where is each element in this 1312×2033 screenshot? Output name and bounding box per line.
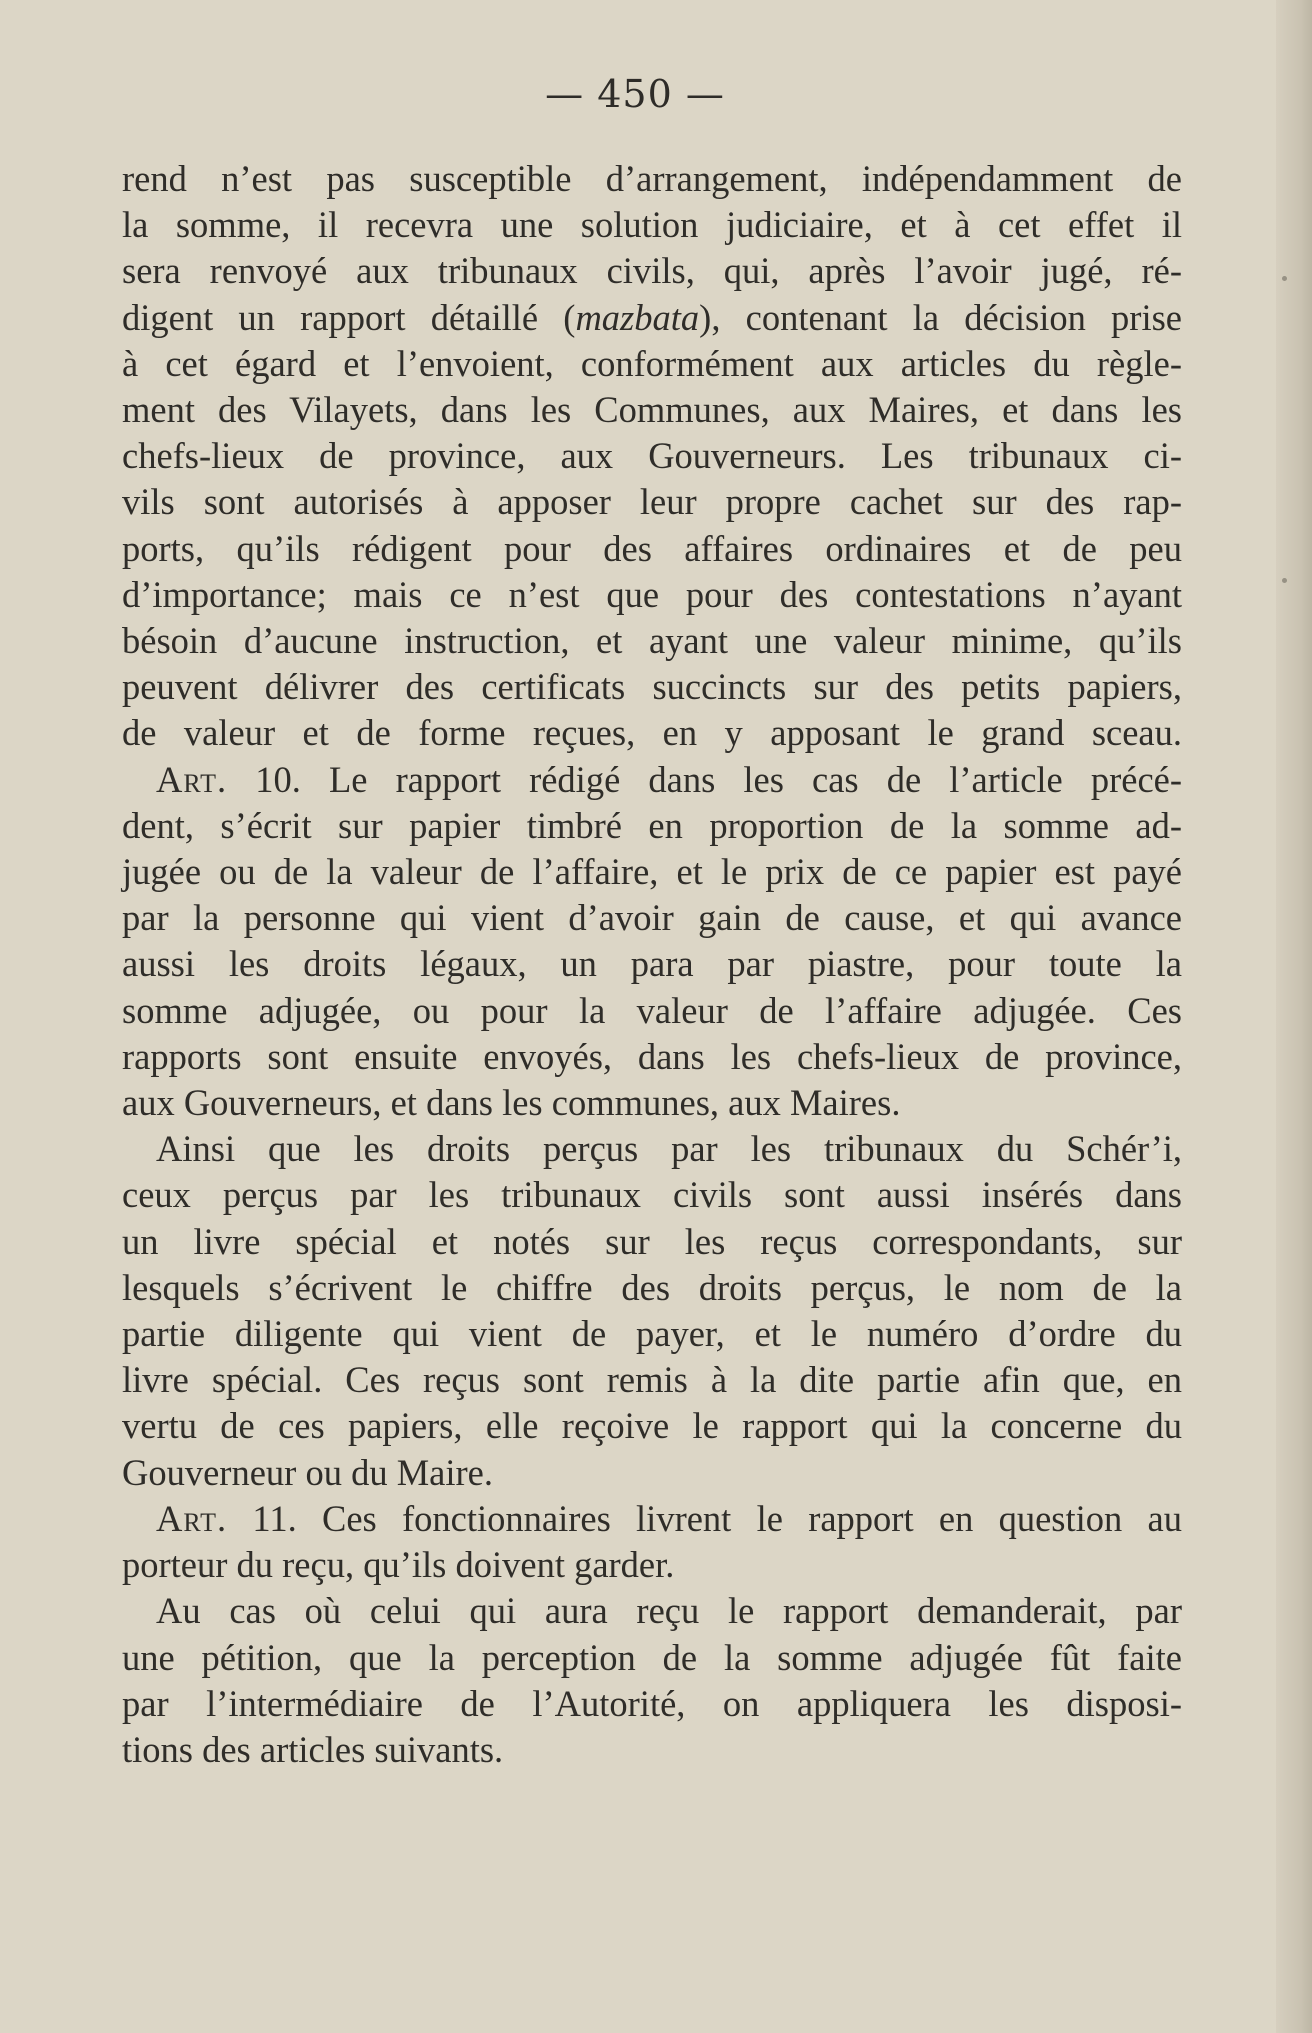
text-line: sera renvoyé aux tribunaux civils, qui, après l’avoir jugé, ré- <box>122 250 1182 292</box>
article-first-line <box>122 1496 1182 1542</box>
article-number: 10. <box>227 758 301 800</box>
text-line: d’importance; mais ce n’est que pour des contestations n’ayant <box>122 573 1182 615</box>
text-line: rend n’est pas susceptible d’arrangement, indépendamment de <box>122 158 1182 199</box>
page-number-header: — 450 — <box>545 72 725 116</box>
text-line: Gouverneur ou du Maire. <box>122 1451 493 1493</box>
text-line: de valeur et de forme reçues, en y apposant le grand sceau. <box>122 712 1182 754</box>
paragraph-art-10 <box>122 757 1182 1127</box>
line-part: ), contenant la décision prise <box>699 296 1183 338</box>
paper-speck <box>1282 578 1287 583</box>
text-line: ports, qu’ils rédigent pour des affaires ordinaires et de peu <box>122 527 1182 569</box>
text-line: aux Gouverneurs, et dans les communes, aux Maires. <box>122 1082 901 1124</box>
text-line: jugée ou de la valeur de l’affaire, et le prix de ce papier est payé <box>122 851 1182 893</box>
text-line: vertu de ces papiers, elle reçoive le rapport qui la concerne du <box>122 1405 1182 1447</box>
text-line: partie diligente qui vient de payer, et le numéro d’ordre du <box>122 1313 1182 1355</box>
text-line: Ainsi que les droits perçus par les tribunaux du Schér’i, <box>156 1128 1182 1170</box>
text-line: tions des articles suivants. <box>122 1728 504 1770</box>
text-line: dent, s’écrit sur papier timbré en proportion de la somme ad- <box>122 804 1182 846</box>
page-body <box>122 156 1182 1773</box>
paragraph-1 <box>122 156 1182 757</box>
text-line: à cet égard et l’envoient, conformément aux articles du règle- <box>122 342 1182 384</box>
paragraph-3 <box>122 1126 1182 1496</box>
text-line: par l’intermédiaire de l’Autorité, on appliquera les disposi- <box>122 1682 1182 1724</box>
paragraph-art-11 <box>122 1496 1182 1588</box>
text-line: rapports sont ensuite envoyés, dans les chefs-lieux de province, <box>122 1035 1182 1077</box>
text-line: la somme, il recevra une solution judiciaire, et à cet effet il <box>122 204 1182 246</box>
text-line-with-italic <box>122 295 1182 341</box>
text-line: porteur du reçu, qu’ils doivent garder. <box>122 1544 675 1586</box>
text-line: une pétition, que la perception de la somme adjugée fût faite <box>122 1636 1182 1678</box>
text-line: vils sont autorisés à apposer leur propre cachet sur des rap- <box>122 481 1182 523</box>
line-part: digent un rapport détaillé ( <box>122 296 576 338</box>
paper-speck <box>1282 276 1287 281</box>
text-line: peuvent délivrer des certificats succincts sur des petits papiers, <box>122 666 1182 708</box>
text-line: ceux perçus par les tribunaux civils sont aussi insérés dans <box>122 1174 1182 1216</box>
article-first-line <box>122 757 1182 803</box>
line-part: Ces fonctionnaires livrent le rapport en question au <box>296 1497 1182 1539</box>
italic-term: mazbata <box>575 296 700 338</box>
text-line: un livre spécial et notés sur les reçus correspondants, sur <box>122 1220 1182 1262</box>
line-part: Le rapport rédigé dans les cas de l’article précé- <box>300 758 1182 800</box>
text-line: par la personne qui vient d’avoir gain de cause, et qui avance <box>122 897 1182 939</box>
text-line: ment des Vilayets, dans les Communes, aux Maires, et dans les <box>122 389 1182 431</box>
text-line: aussi les droits légaux, un para par piastre, pour toute la <box>122 943 1182 985</box>
text-line: bésoin d’aucune instruction, et ayant une valeur minime, qu’ils <box>122 620 1182 662</box>
text-line: lesquels s’écrivent le chiffre des droits perçus, le nom de la <box>122 1266 1182 1308</box>
article-label: Art. <box>156 758 228 800</box>
text-line: somme adjugée, ou pour la valeur de l’affaire adjugée. Ces <box>122 989 1182 1031</box>
text-line: livre spécial. Ces reçus sont remis à la dite partie afin que, en <box>122 1359 1182 1401</box>
article-number: 11. <box>227 1497 297 1539</box>
text-line: chefs-lieux de province, aux Gouverneurs. Les tribunaux ci- <box>122 435 1182 477</box>
text-line: Au cas où celui qui aura reçu le rapport demanderait, par <box>156 1590 1182 1632</box>
article-label: Art. <box>156 1497 228 1539</box>
paragraph-5 <box>122 1588 1182 1773</box>
